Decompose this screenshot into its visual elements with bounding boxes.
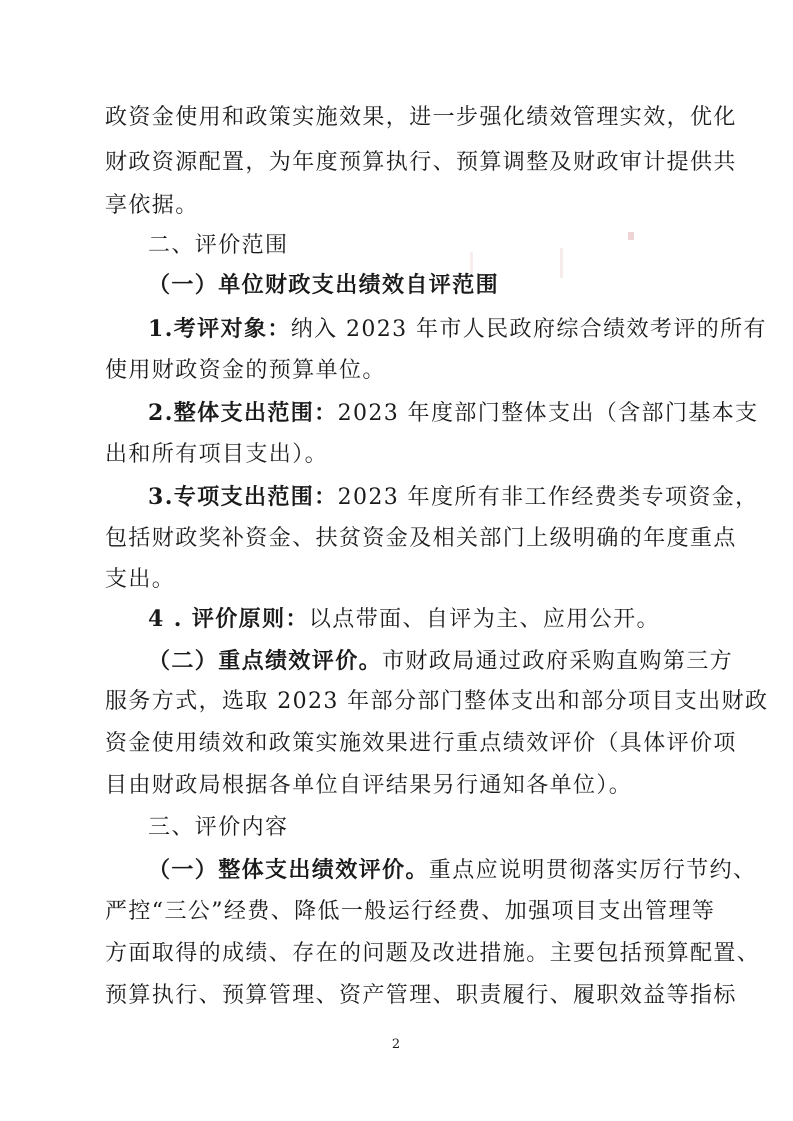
list-item-text: 市财政局通过政府采购直购第三方 bbox=[382, 649, 734, 674]
body-text-line: 目由财政局根据各单位自评结果另行通知各单位）。 bbox=[105, 773, 633, 798]
list-item-label: 3.专项支出范围： bbox=[148, 484, 338, 510]
section-heading: 二、评价范围 bbox=[148, 233, 289, 258]
list-item-label: （二）重点绩效评价。 bbox=[148, 648, 383, 674]
list-item-label: 4 . 评价原则： bbox=[148, 606, 309, 632]
list-item-label: （一）整体支出绩效评价。 bbox=[148, 857, 429, 883]
subsection-heading: （一）单位财政支出绩效自评范围 bbox=[148, 272, 500, 298]
body-text-line: 预算执行、预算管理、资产管理、职责履行、履职效益等指标 bbox=[105, 983, 737, 1008]
body-text-line: 服务方式，选取 2023 年部分部门整体支出和部分项目支出财政 bbox=[105, 689, 769, 714]
page-number: 2 bbox=[391, 1037, 401, 1052]
body-text-line: 支出。 bbox=[105, 567, 176, 592]
body-text-line: 方面取得的成绩、存在的问题及改进措施。主要包括预算配置、 bbox=[105, 941, 761, 966]
list-item bbox=[148, 314, 767, 345]
list-item-text: 2023 年度部门整体支出（含部门基本支 bbox=[337, 401, 759, 426]
list-item-label: 1.考评对象： bbox=[148, 316, 291, 342]
body-text-line: 政资金使用和政策实施效果，进一步强化绩效管理实效，优化 bbox=[105, 105, 737, 130]
body-text-line: 财政资源配置，为年度预算执行、预算调整及财政审计提供共 bbox=[105, 150, 737, 175]
list-item bbox=[148, 398, 759, 429]
list-item-text: 纳入 2023 年市人民政府综合绩效考评的所有 bbox=[290, 317, 767, 342]
body-text-line: 严控“三公”经费、降低一般运行经费、加强项目支出管理等 bbox=[105, 899, 716, 924]
list-item bbox=[148, 855, 757, 886]
body-text-line: 使用财政资金的预算单位。 bbox=[105, 358, 386, 383]
body-text-line: 资金使用绩效和政策实施效果进行重点绩效评价（具体评价项 bbox=[105, 731, 737, 756]
body-text-line: 包括财政奖补资金、扶贫资金及相关部门上级明确的年度重点 bbox=[105, 526, 737, 551]
list-item-text: 2023 年度所有非工作经费类专项资金， bbox=[337, 485, 759, 510]
body-text-line: 出和所有项目支出）。 bbox=[105, 442, 329, 467]
list-item bbox=[148, 604, 695, 635]
list-item-text: 重点应说明贯彻落实厉行节约、 bbox=[428, 858, 757, 883]
list-item bbox=[148, 482, 759, 513]
list-item-text: 以点带面、自评为主、应用公开。 bbox=[308, 607, 660, 632]
section-heading: 三、评价内容 bbox=[148, 815, 289, 840]
body-text-line: 享依据。 bbox=[105, 193, 199, 218]
list-item-label: 2.整体支出范围： bbox=[148, 400, 338, 426]
list-item bbox=[148, 646, 734, 677]
